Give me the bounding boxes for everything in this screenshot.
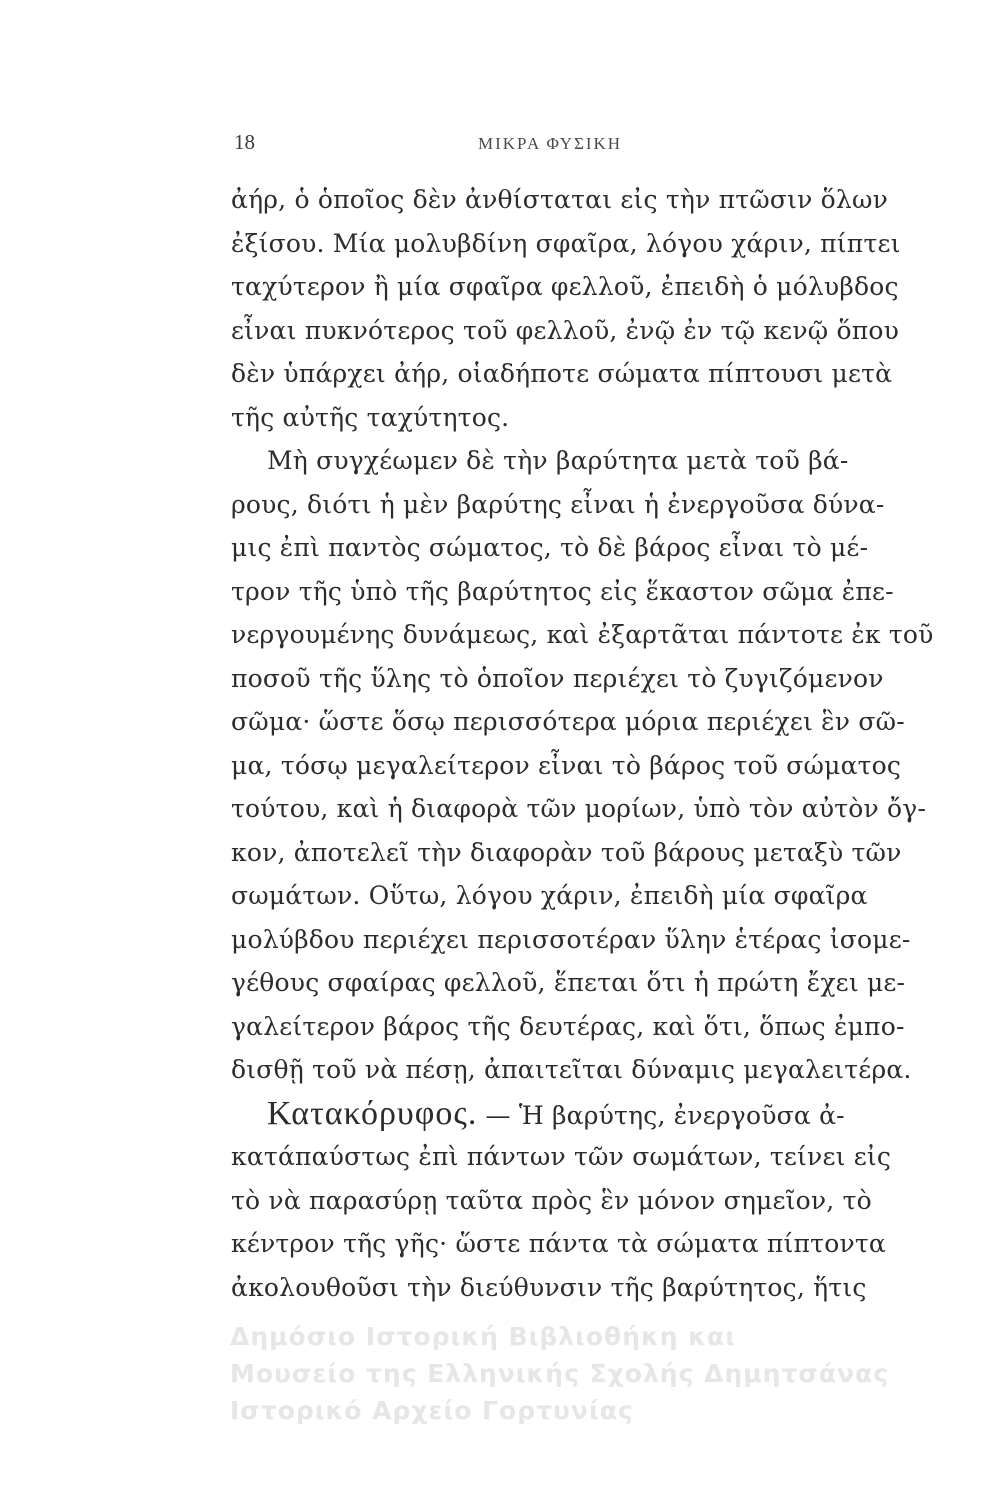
text-line: μις ἐπὶ παντὸς σώματος, τὸ δὲ βάρος εἶναι τὸ μέ- (231, 533, 869, 562)
section-heading: Κατακόρυφος. (267, 1094, 478, 1132)
text-line: κέντρον τῆς γῆς· ὥστε πάντα τὰ σώματα πίπτοντα (231, 1229, 886, 1258)
text-line: σῶμα· ὥστε ὅσῳ περισσότερα μόρια περιέχει ἓν σῶ- (231, 707, 905, 736)
page-number: 18 (234, 130, 255, 154)
section-first-line (231, 1092, 917, 1136)
watermark-line: Ιστορικό Αρχείο Γορτυνίας (230, 1396, 634, 1425)
text-line: νεργουμένης δυνάμεως, καὶ ἐξαρτᾶται πάντοτε ἐκ τοῦ (231, 620, 934, 649)
paragraph-first-line: Μὴ συγχέωμεν δὲ τὴν βαρύτητα μετὰ τοῦ βά- (267, 446, 849, 475)
text-line: ταχύτερον ἢ μία σφαῖρα φελλοῦ, ἐπειδὴ ὁ μόλυβδος (231, 272, 899, 301)
text-line: τούτου, καὶ ἡ διαφορὰ τῶν μορίων, ὑπὸ τὸν αὐτὸν ὄγ- (231, 794, 927, 823)
text-line: ἀκολουθοῦσι τὴν διεύθυνσιν τῆς βαρύτητος, ἥτις (231, 1272, 867, 1302)
text-line: τῆς αὐτῆς ταχύτητος. (231, 402, 510, 432)
text-line: εἶναι πυκνότερος τοῦ φελλοῦ, ἐνῷ ἐν τῷ κενῷ ὅπου (231, 315, 899, 345)
text-line: μολύβδου περιέχει περισσοτέραν ὕλην ἑτέρας ἰσομε- (231, 924, 911, 954)
text-line: γέθους σφαίρας φελλοῦ, ἕπεται ὅτι ἡ πρώτη ἔχει με- (231, 968, 906, 997)
watermark-line: Δημόσιο Ιστορική Βιβλιοθήκη και (230, 1322, 736, 1351)
text-line: ἀήρ, ὁ ὁποῖος δὲν ἀνθίσταται εἰς τὴν πτῶσιν ὅλων (231, 185, 888, 214)
text-line: τὸ νὰ παρασύρῃ ταῦτα πρὸς ἓν μόνον σημεῖον, τὸ (231, 1185, 872, 1215)
text-line: ποσοῦ τῆς ὕλης τὸ ὁποῖον περιέχει τὸ ζυγιζόμενον (231, 663, 884, 693)
text-line: ρους, διότι ἡ μὲν βαρύτης εἶναι ἡ ἐνεργοῦσα δύνα- (231, 489, 885, 519)
text-line: σωμάτων. Οὕτω, λόγου χάριν, ἐπειδὴ μία σφαῖρα (231, 881, 868, 910)
text-line: ἐξίσου. Μία μολυβδίνη σφαῖρα, λόγου χάριν, πίπτει (231, 228, 901, 258)
text-line: μα, τόσῳ μεγαλείτερον εἶναι τὸ βάρος τοῦ σώματος (231, 750, 902, 780)
text-line: γαλείτερον βάρος τῆς δευτέρας, καὶ ὅτι, ὅπως ἐμπο- (231, 1011, 905, 1041)
text-line: δισθῇ τοῦ νὰ πέσῃ, ἀπαιτεῖται δύναμις μεγαλειτέρα. (231, 1055, 912, 1084)
text-line: κον, ἀποτελεῖ τὴν διαφορὰν τοῦ βάρους μεταξὺ τῶν (231, 837, 902, 867)
library-watermark (230, 1318, 970, 1429)
text-line: κατάπαύστως ἐπὶ πάντων τῶν σωμάτων, τείνει εἰς (231, 1142, 892, 1171)
section-first-line-text: — Ἡ βαρύτης, ἐνεργοῦσα ἀ- (485, 1100, 845, 1130)
watermark-line: Μουσείο της Ελληνικής Σχολής Δημητσάνας (230, 1359, 890, 1388)
text-line: δὲν ὑπάρχει ἀήρ, οἱαδήποτε σώματα πίπτουσι μετὰ (231, 359, 893, 388)
body-text (231, 178, 934, 1309)
text-line: τρον τῆς ὑπὸ τῆς βαρύτητος εἰς ἕκαστον σῶμα ἐπε- (231, 576, 894, 606)
running-head: ΜΙΚΡΑ ΦΥΣΙΚΗ (478, 134, 623, 153)
